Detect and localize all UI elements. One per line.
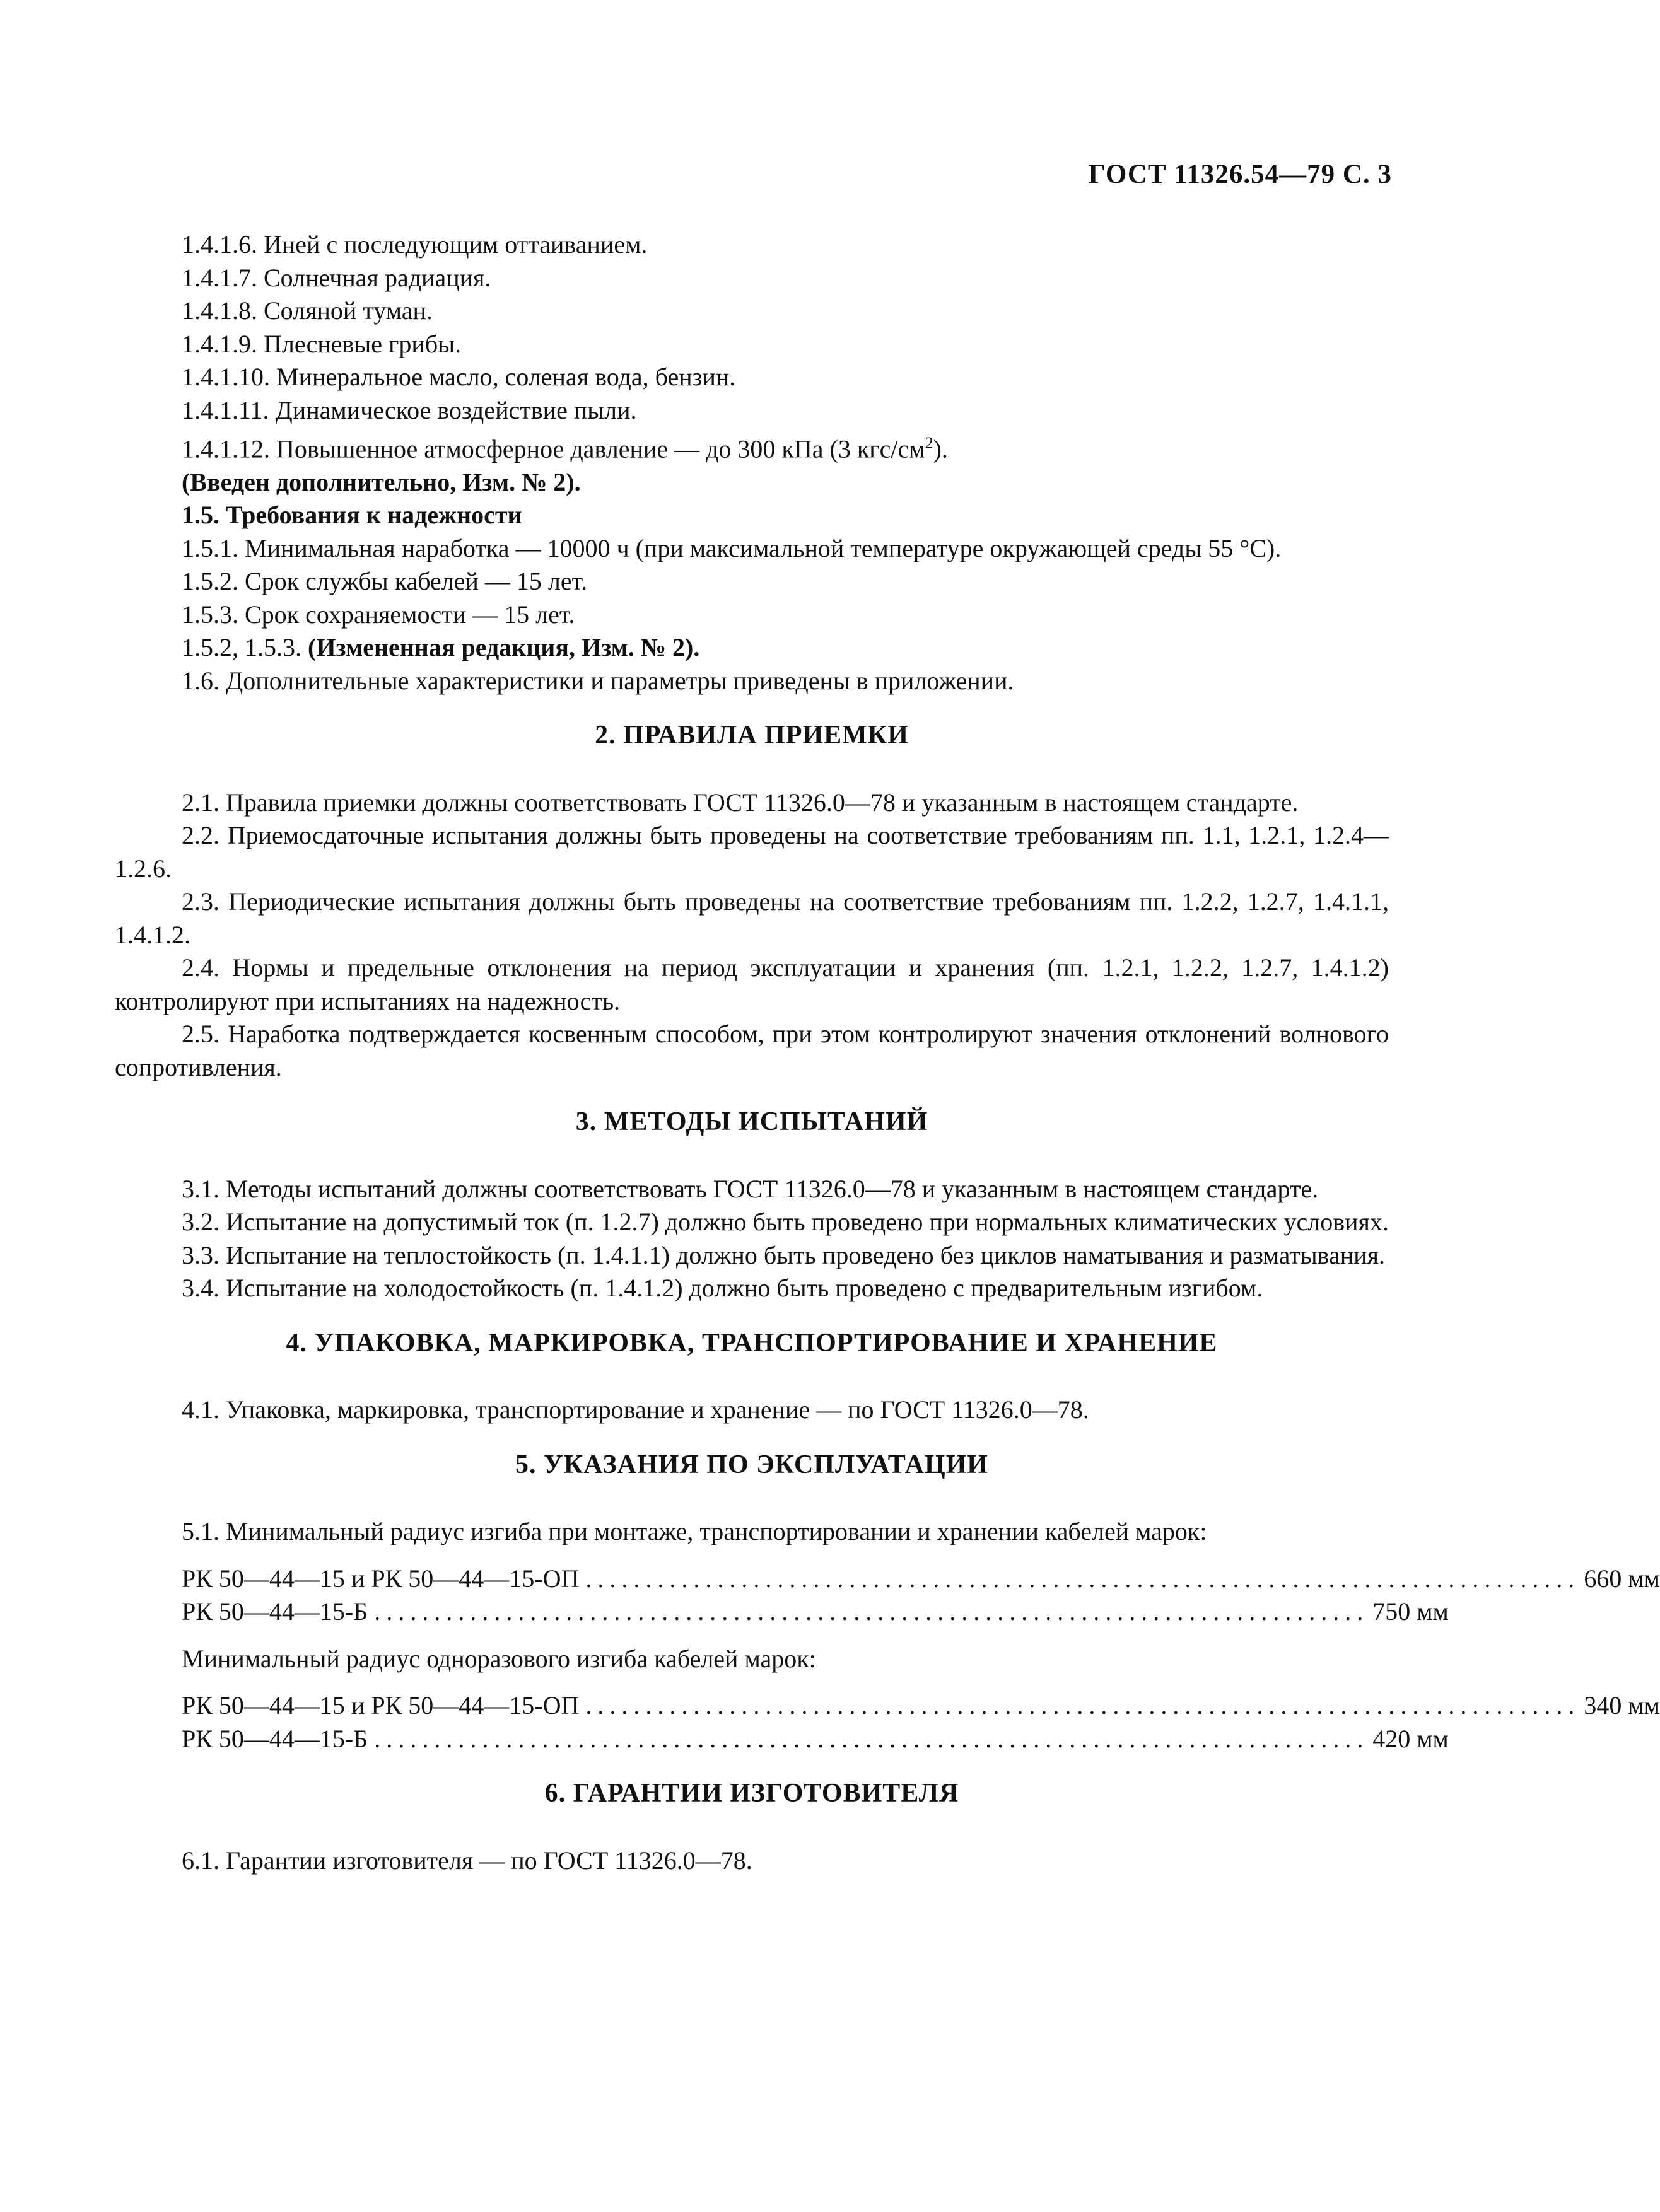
cable-brand: РК 50—44—15 и РК 50—44—15-ОП bbox=[182, 1564, 580, 1593]
bend-radius-row bbox=[182, 1595, 1449, 1629]
clause-3-2: 3.2. Испытание на допустимый ток (п. 1.2.7) должно быть проведено при нормальных климатических условиях. bbox=[182, 1208, 1389, 1237]
reliability-heading: 1.5. Требования к надежности bbox=[182, 501, 522, 530]
clause-3-4: 3.4. Испытание на холодостойкость (п. 1.4.1.2) должно быть проведено с предварительным изгибом. bbox=[182, 1274, 1263, 1303]
radius-value: 420 мм bbox=[1372, 1724, 1449, 1753]
clause-1-6: 1.6. Дополнительные характеристики и параметры приведены в приложении. bbox=[182, 666, 1014, 695]
bend-radius-row bbox=[182, 1563, 1660, 1596]
single-bend-row bbox=[182, 1723, 1449, 1756]
clause-1-4-1-7: 1.4.1.7. Солнечная радиация. bbox=[182, 263, 491, 292]
pressure-tail: ). bbox=[933, 434, 948, 463]
leader-dots: ................................................................................... bbox=[374, 1597, 1369, 1626]
leader-dots: ................................................................................... bbox=[374, 1724, 1369, 1753]
clause-3-1: 3.1. Методы испытаний должны соответствовать ГОСТ 11326.0—78 и указанным в настоящем стандарте. bbox=[182, 1174, 1319, 1203]
clause-2-2: 2.2. Приемосдаточные испытания должны быть проведены на соответствие требованиям пп. 1.1, 1.2.1, 1.2.4—1.2.6. bbox=[115, 821, 1389, 883]
clause-4-1: 4.1. Упаковка, маркировка, транспортирование и хранение — по ГОСТ 11326.0—78. bbox=[182, 1395, 1089, 1424]
section-5-title: 5. УКАЗАНИЯ ПО ЭКСПЛУАТАЦИИ bbox=[515, 1450, 988, 1479]
clause-1-5-1: 1.5.1. Минимальная наработка — 10000 ч (при максимальной температуре окружающей среды 55 °С). bbox=[182, 533, 1282, 562]
cable-brand: РК 50—44—15-Б bbox=[182, 1597, 368, 1626]
pressure-sup: 2 bbox=[925, 434, 933, 452]
clause-2-3: 2.3. Периодические испытания должны быть проведены на соответствие требованиям пп. 1.2.2, 1.2.7, 1.4.1.1, 1.4.1.2. bbox=[115, 887, 1389, 949]
radius-value: 340 мм bbox=[1584, 1691, 1660, 1720]
section-4-title: 4. УПАКОВКА, МАРКИРОВКА, ТРАНСПОРТИРОВАНИЕ И ХРАНЕНИЕ bbox=[286, 1328, 1218, 1358]
cable-brand: РК 50—44—15-Б bbox=[182, 1724, 368, 1753]
clause-1-4-1-8: 1.4.1.8. Соляной туман. bbox=[182, 296, 433, 325]
single-bend-row bbox=[182, 1689, 1660, 1723]
clause-5-1: 5.1. Минимальный радиус изгиба при монтаже, транспортировании и хранении кабелей марок: bbox=[182, 1517, 1207, 1546]
section-3-title: 3. МЕТОДЫ ИСПЫТАНИЙ bbox=[575, 1107, 928, 1137]
page-content bbox=[115, 228, 1660, 1877]
clause-1-4-1-12 bbox=[115, 427, 1389, 466]
section-2-title: 2. ПРАВИЛА ПРИЕМКИ bbox=[595, 721, 909, 750]
section-6-title: 6. ГАРАНТИИ ИЗГОТОВИТЕЛЯ bbox=[544, 1779, 959, 1808]
radius-value: 750 мм bbox=[1372, 1597, 1449, 1626]
clause-2-4: 2.4. Нормы и предельные отклонения на период эксплуатации и хранения (пп. 1.2.1, 1.2.2, 1.2.7, 1.4.1.2) контролируют при испытаниях на надежность. bbox=[115, 953, 1389, 1015]
clause-1-4-1-11: 1.4.1.11. Динамическое воздействие пыли. bbox=[182, 395, 637, 424]
clause-1-4-1-9: 1.4.1.9. Плесневые грибы. bbox=[182, 329, 462, 358]
clause-6-1: 6.1. Гарантии изготовителя — по ГОСТ 11326.0—78. bbox=[182, 1846, 752, 1875]
radius-value: 660 мм bbox=[1584, 1564, 1660, 1593]
clause-1-5-2-3-note bbox=[115, 631, 1389, 665]
clause-1-5-3: 1.5.3. Срок сохраняемости — 15 лет. bbox=[182, 600, 575, 629]
clause-2-1: 2.1. Правила приемки должны соответствовать ГОСТ 11326.0—78 и указанным в настоящем стандарте. bbox=[182, 788, 1299, 817]
leader-dots: ................................................................................... bbox=[585, 1564, 1581, 1593]
clause-1-5-2: 1.5.2. Срок службы кабелей — 15 лет. bbox=[182, 567, 588, 596]
clause-1-4-1-10: 1.4.1.10. Минеральное масло, соленая вода, бензин. bbox=[182, 363, 736, 391]
clause-3-3: 3.3. Испытание на теплостойкость (п. 1.4.1.1) должно быть проведено без циклов наматывания и разматывания. bbox=[182, 1240, 1385, 1269]
note-amended: (Измененная редакция, Изм. № 2). bbox=[308, 633, 700, 662]
pressure-text: 1.4.1.12. Повышенное атмосферное давление — до 300 кПа (3 кгс/см bbox=[182, 434, 925, 463]
clause-2-5: 2.5. Наработка подтверждается косвенным способом, при этом контролируют значения отклонений волнового сопротивления. bbox=[115, 1020, 1389, 1081]
clause-1-4-1-6: 1.4.1.6. Иней с последующим оттаиванием. bbox=[182, 230, 648, 259]
amendment-note-added: (Введен дополнительно, Изм. № 2). bbox=[182, 467, 581, 496]
note-prefix: 1.5.2, 1.5.3. bbox=[182, 633, 308, 662]
single-bend-intro: Минимальный радиус одноразового изгиба кабелей марок: bbox=[182, 1644, 816, 1673]
cable-brand: РК 50—44—15 и РК 50—44—15-ОП bbox=[182, 1691, 580, 1720]
page-header: ГОСТ 11326.54—79 С. 3 bbox=[1088, 160, 1392, 189]
leader-dots: ................................................................................... bbox=[585, 1691, 1581, 1720]
